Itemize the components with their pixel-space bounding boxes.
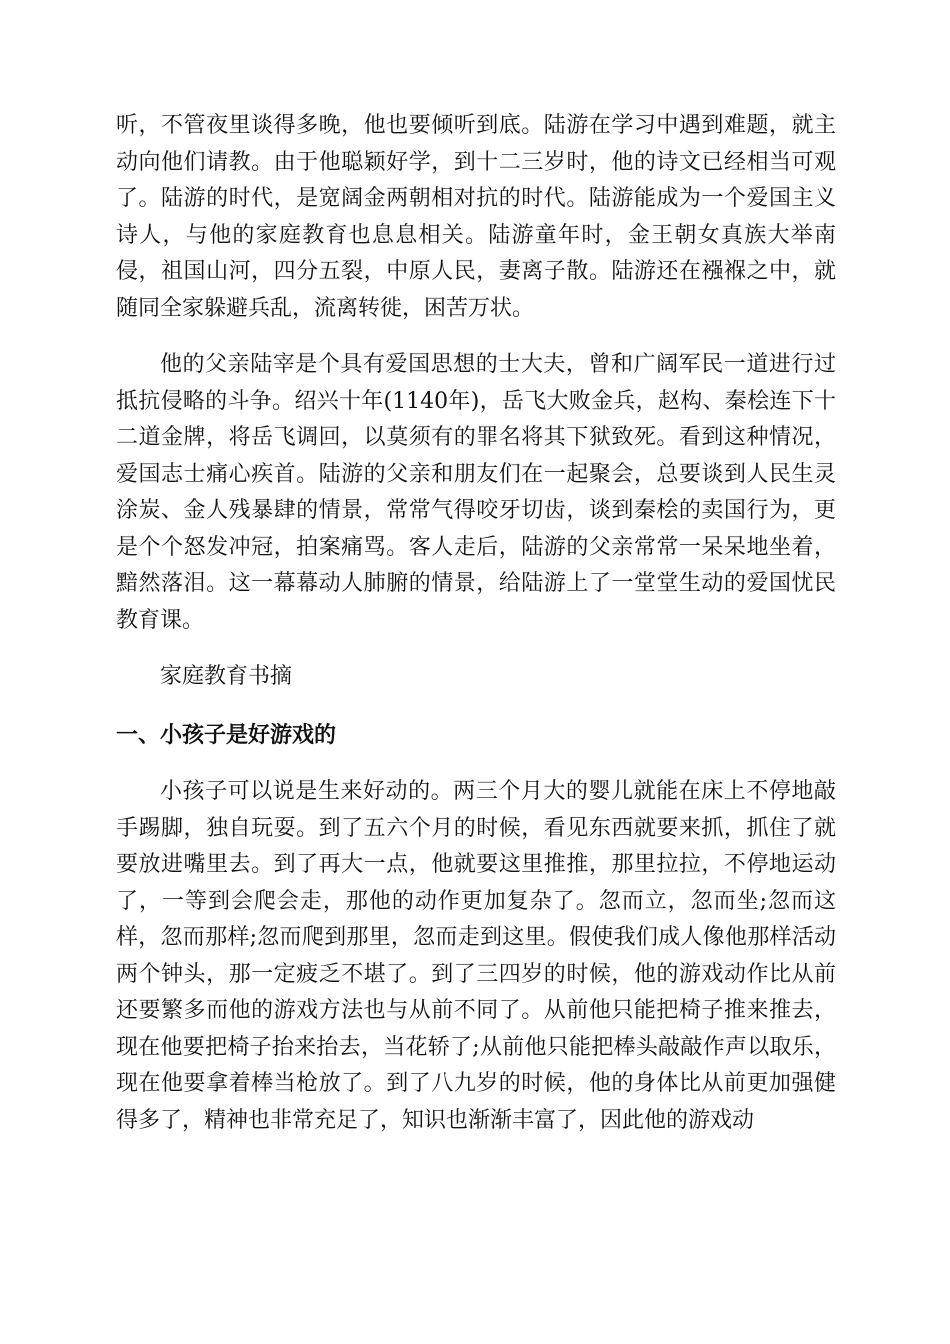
document-body (116, 108, 836, 1139)
section-label: 家庭教育书摘 (160, 664, 293, 689)
paragraph-lu-you-childhood: 听，不管夜里谈得多晚，他也要倾听到底。陆游在学习中遇到难题，就主动向他们请教。由于他聪颖好学，到十二三岁时，他的诗文已经相当可观了。陆游的时代，是宽阔金两朝相对抗的时代。陆游能成为一个爱国主义诗人，与他的家庭教育也息息相关。陆游童年时，金王朝女真族大举南侵，祖国山河，四分五裂，中原人民，妻离子散。陆游还在襁褓之中，就随同全家躲避兵乱，流离转徙，困苦万状。 (116, 113, 836, 321)
paragraph-lu-zai-patriotism: 他的父亲陆宰是个具有爱国思想的士大夫，曾和广阔军民一道进行过抵抗侵略的斗争。绍兴十年(1140年)，岳飞大败金兵，赵构、秦桧连下十二道金牌，将岳飞调回，以莫须有的罪名将其下狱致死。看到这种情况，爱国志士痛心疾首。陆游的父亲和朋友们在一起聚会，总要谈到人民生灵涂炭、金人残暴肆的情景，常常气得咬牙切齿，谈到秦桧的卖国行为，更是个个怒发冲冠，拍案痛骂。客人走后，陆游的父亲常常一呆呆地坐着，黯然落泪。这一幕幕动人肺腑的情景，给陆游上了一堂堂生动的爱国忧民教育课。 (116, 352, 836, 633)
paragraph-children-play: 小孩子可以说是生来好动的。两三个月大的婴儿就能在床上不停地敲手踢脚，独自玩耍。到了五六个月的时候，看见东西就要来抓，抓住了就要放进嘴里去。到了再大一点，他就要这里推推，那里拉拉，不停地运动了，一等到会爬会走，那他的动作更加复杂了。忽而立，忽而坐;忽而这样，忽而那样;忽而爬到那里，忽而走到这里。假使我们成人像他那样活动两个钟头，那一定疲乏不堪了。到了三四岁的时候，他的游戏动作比从前还要繁多而他的游戏方法也与从前不同了。从前他只能把椅子推来推去，现在他要把椅子抬来抬去，当花轿了;从前他只能把棒头敲敲作声以取乐，现在他要拿着棒当枪放了。到了八九岁的时候，他的身体比从前更加强健得多了，精神也非常充足了，知识也渐渐丰富了，因此他的游戏动 (116, 779, 836, 1133)
section-heading: 一、小孩子是好游戏的 (116, 722, 337, 748)
